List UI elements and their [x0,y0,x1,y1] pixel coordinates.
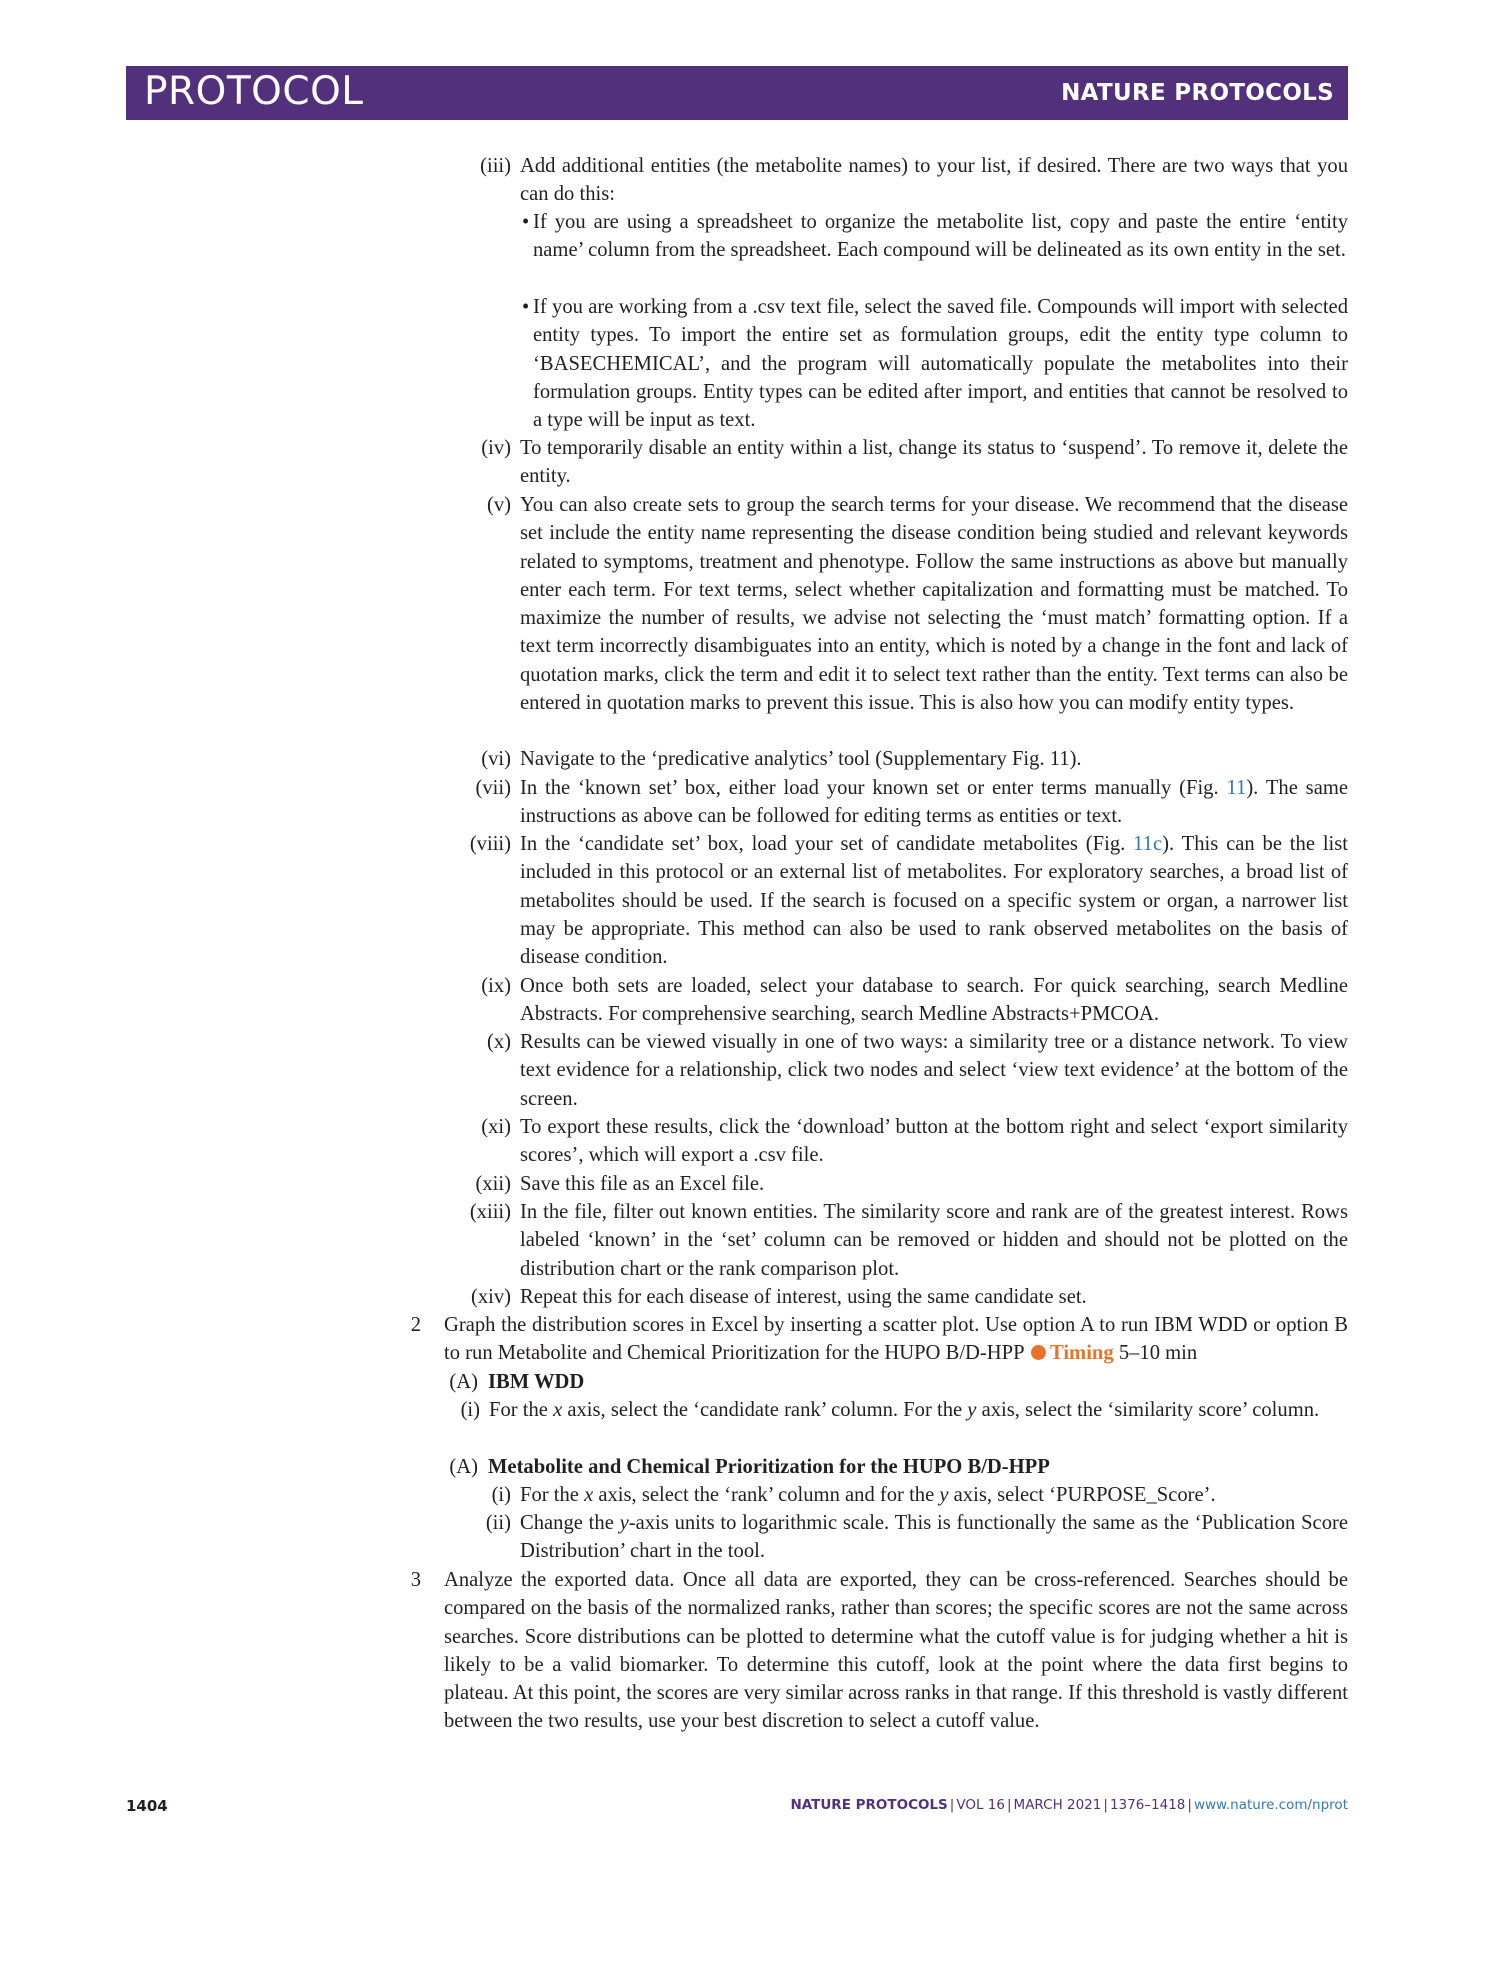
footer-separator: | [1103,1797,1108,1813]
substep-text: axis, select the ‘candidate rank’ column. For the [562,1399,968,1421]
substep-text: -axis units to logarithmic scale. This is functionally the same as the ‘Publication Score Distribution’ chart in the tool. [520,1512,1348,1563]
axis-variable: x [584,1484,594,1506]
footer-volume: VOL 16 [956,1797,1005,1813]
substep-number: (i) [460,1399,480,1421]
footer-date: MARCH 2021 [1013,1797,1102,1813]
substep-xiv [470,1283,1348,1311]
timing-dot-icon [1031,1345,1046,1360]
substep-number: (iv) [481,437,511,459]
substep-text: Save this file as an Excel file. [520,1173,765,1195]
substep-text: Results can be viewed visually in one of two ways: a similarity tree or a distance network. To view text evidence for a relationship, click two nodes and select ‘view text evidence’ at the bottom of the screen. [520,1031,1348,1110]
step-text: Graph the distribution scores in Excel by inserting a scatter plot. Use option A to run IBM WDD or option B to run Metabolite and Chemical Prioritization for the HUPO B/D-HPP [444,1314,1348,1365]
substep-text: To temporarily disable an entity within a list, change its status to ‘suspend’. To remove it, delete the entity. [520,437,1348,488]
substep-text: You can also create sets to group the search terms for your disease. We recommend that the disease set include the entity name representing the disease condition being studied and relevant keywords related to symptoms, treatment and phenotype. Follow the same instructions as above but manually enter each term. For text terms, select whether capitalization and formatting must be matched. To maximize the number of results, we advise not selecting the ‘must match’ formatting option. If a text term incorrectly disambiguates into an entity, which is noted by a change in the font and lack of quotation marks, click the term and edit it to select text rather than the entity. Text terms can also be entered in quotation marks to prevent this issue. This is also how you can modify entity types. [520,494,1348,715]
step-number: 2 [410,1314,421,1336]
substep-number: (v) [486,494,511,516]
footer-separator: | [1006,1797,1012,1813]
substep-number: (xii) [475,1173,511,1195]
bullet-text: If you are using a spreadsheet to organize the metabolite list, copy and paste the entire ‘entity name’ column from the spreadsheet. Each compound will be delineated as its own entity in the set. [533,211,1348,262]
substep-text: Once both sets are loaded, select your database to search. For quick searching, search Medline Abstracts. For comprehensive searching, search Medline Abstracts+PMCOA. [520,975,1348,1026]
substep-text: ). This can be the list included in this protocol or an external list of metabolites. For exploratory searches, a broad list of metabolites should be used. If the search is focused on a specific system or organ, a narrower list may be appropriate. This method can also be used to rank observed metabolites on the basis of disease condition. [520,833,1349,969]
footer-pages: 1376–1418 [1109,1797,1186,1813]
step-3 [410,1566,1348,1736]
substep-text: Add additional entities (the metabolite names) to your list, if desired. There are two ways that you can do this: [520,155,1348,206]
substep-iii [480,152,1348,209]
footer-journal: NATURE PROTOCOLS [790,1797,948,1813]
bullet-icon: • [522,211,530,233]
substep-text: For the [489,1399,554,1421]
step-text: Analyze the exported data. Once all data are exported, they can be cross-referenced. Searches should be compared on the basis of the normalized ranks, rather than scores; the specific scores are not the same across searches. Score distributions can be plotted to determine what the cutoff value is for judging whether a hit is likely to be a valid biomarker. To determine this cutoff, look at the point where the data first begins to plateau. At this point, the scores are very similar across ranks in that range. If this threshold is vastly different between the two results, use your best discretion to select a cutoff value. [444,1569,1348,1733]
option-a-heading [449,1368,1348,1396]
substep-number: (x) [486,1031,511,1053]
substep-v [486,491,1348,717]
axis-variable: y [939,1484,949,1506]
substep-text: In the ‘candidate set’ box, load your set of candidate metabolites (Fig. [520,833,1134,855]
substep-viii [469,830,1349,971]
substep-x [486,1028,1348,1113]
substep-text: Repeat this for each disease of interest, using the same candidate set. [520,1286,1087,1308]
substep-text: In the ‘known set’ box, either load your known set or enter terms manually (Fig. [520,777,1227,799]
substep-vii [475,774,1348,831]
journal-name: NATURE PROTOCOLS [1061,80,1334,106]
substep-vi [481,745,1348,773]
bullet-csv [522,293,1348,434]
footer-separator: | [1187,1797,1192,1813]
substep-number: (iii) [480,155,511,177]
substep-number: (xiv) [470,1286,511,1308]
substep-text: Change the [520,1512,620,1534]
option-a-substep-i [460,1396,1348,1424]
axis-variable: y [967,1399,977,1421]
substep-number: (ix) [481,975,511,997]
page-number: 1404 [126,1797,168,1815]
bullet-icon: • [522,296,530,318]
substep-iv [481,434,1348,491]
substep-number: (vii) [475,777,511,799]
substep-text: For the [520,1484,585,1506]
option-b-heading [449,1453,1348,1481]
substep-xiii [469,1198,1348,1283]
footer-separator: | [949,1797,955,1813]
step-2 [410,1311,1348,1368]
substep-text: Navigate to the ‘predicative analytics’ tool (Supplementary Fig. 11). [520,748,1082,770]
option-title: IBM WDD [488,1371,585,1393]
substep-number: (i) [491,1484,511,1506]
option-b-substep-ii [485,1509,1348,1566]
section-label: PROTOCOL [144,69,364,114]
option-b-substep-i [491,1481,1348,1509]
footer-url-link[interactable]: www.nature.com/nprot [1193,1797,1348,1813]
substep-text: ). The same instructions as above can be followed for editing terms as entities or text. [520,777,1348,828]
bullet-spreadsheet [522,208,1348,265]
substep-text: axis, select the ‘similarity score’ column. [976,1399,1320,1421]
substep-xii [475,1170,1348,1198]
substep-xi [481,1113,1348,1170]
substep-text: To export these results, click the ‘download’ button at the bottom right and select ‘export similarity scores’, which will export a .csv file. [520,1116,1348,1167]
substep-number: (viii) [469,833,511,855]
option-label: (A) [449,1456,478,1478]
substep-number: (vi) [481,748,511,770]
axis-variable: y [619,1512,629,1534]
bullet-text: If you are working from a .csv text file, select the saved file. Compounds will import with selected entity types. To import the entire set as formulation groups, edit the entity type column to ‘BASECHEMICAL’, and the program will automatically populate the metabolites into their formulation groups. Entity types can be edited after import, and entities that cannot be resolved to a type will be input as text. [533,296,1348,432]
substep-number: (xiii) [469,1201,511,1223]
substep-ix [481,972,1348,1029]
substep-text: In the file, filter out known entities. The similarity score and rank are of the greatest interest. Rows labeled ‘known’ in the ‘set’ column can be removed or hidden and should not be plotted on the distribution chart or the rank comparison plot. [520,1201,1348,1280]
substep-text: axis, select ‘PURPOSE_Score’. [948,1484,1216,1506]
figure-link[interactable]: 11 [1226,777,1247,799]
figure-link[interactable]: 11c [1133,833,1163,855]
substep-text: axis, select the ‘rank’ column and for the [593,1484,940,1506]
option-label: (A) [449,1371,478,1393]
footer-citation [790,1797,1348,1813]
header-banner [126,66,1348,120]
option-title: Metabolite and Chemical Prioritization for the HUPO B/D-HPP [488,1456,1050,1478]
substep-number: (xi) [481,1116,511,1138]
step-number: 3 [410,1569,421,1591]
substep-number: (ii) [485,1512,511,1534]
axis-variable: x [553,1399,563,1421]
timing-value: 5–10 min [1118,1342,1198,1365]
timing-label: Timing [1049,1342,1114,1365]
